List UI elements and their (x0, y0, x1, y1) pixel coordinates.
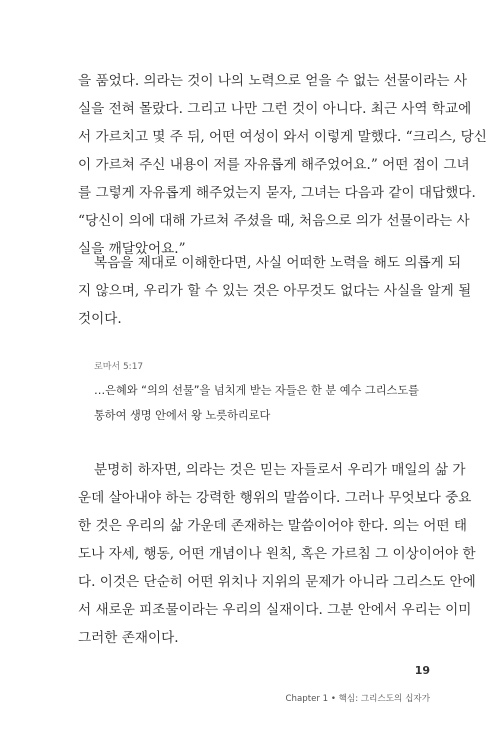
body-paragraph-3 (78, 456, 476, 652)
text-line: 서 가르치고 몇 주 뒤, 어떤 여성이 와서 이렇게 말했다. “크리스, 당신 (78, 129, 487, 145)
scripture-quote (94, 378, 419, 428)
text-line: 운데 살아내야 하는 강력한 행위의 말씀이다. 그러나 무엇보다 중요 (78, 490, 472, 506)
text-line: 분명히 하자면, 의라는 것은 믿는 자들로서 우리가 매일의 삶 가 (94, 462, 466, 478)
text-line: 도나 자세, 행동, 어떤 개념이나 원칙, 혹은 가르침 그 이상이어야 한 (78, 546, 476, 562)
quote-line: …은혜와 “의의 선물”을 넘치게 받는 자들은 한 분 예수 그리스도를 (94, 384, 419, 397)
text-line: 복음을 제대로 이해한다면, 사실 어떠한 노력을 해도 의롭게 되 (94, 255, 462, 271)
text-line: 것이다. (78, 311, 122, 327)
text-line: 실을 깨달았어요.” (78, 241, 186, 257)
text-line: 을 품었다. 의라는 것이 나의 노력으로 얻을 수 없는 선물이라는 사 (78, 73, 467, 89)
body-paragraph-2 (78, 249, 472, 333)
quote-line: 통하여 생명 안에서 왕 노릇하리로다 (94, 409, 271, 422)
text-line: 한 것은 우리의 삶 가운데 존재하는 말씀이어야 한다. 의는 어떤 태 (78, 518, 467, 534)
text-line: 그러한 존재이다. (78, 630, 179, 646)
text-line: 지 않으며, 우리가 할 수 있는 것은 아무것도 없다는 사실을 알게 될 (78, 283, 472, 299)
text-line: 다. 이것은 단순히 어떤 위치나 지위의 문제가 아니라 그리스도 안에 (78, 574, 476, 590)
page-number: 19 (414, 664, 430, 677)
text-line: 를 그렇게 자유롭게 해주었는지 묻자, 그녀는 다음과 같이 대답했다. (78, 185, 476, 201)
scripture-reference: 로마서 5:17 (94, 362, 144, 372)
text-line: 서 새로운 피조물이라는 우리의 실재이다. 그분 안에서 우리는 이미 (78, 602, 472, 618)
running-footer: Chapter 1 • 핵심: 그리스도의 십자가 (285, 694, 430, 704)
text-line: 실을 전혀 몰랐다. 그리고 나만 그런 것이 아니다. 최근 사역 학교에 (78, 101, 472, 117)
text-line: 이 가르쳐 주신 내용이 저를 자유롭게 해주었어요.” 어떤 점이 그녀 (78, 157, 470, 173)
text-line: “당신이 의에 대해 가르쳐 주셨을 때, 처음으로 의가 선물이라는 사 (78, 213, 470, 229)
